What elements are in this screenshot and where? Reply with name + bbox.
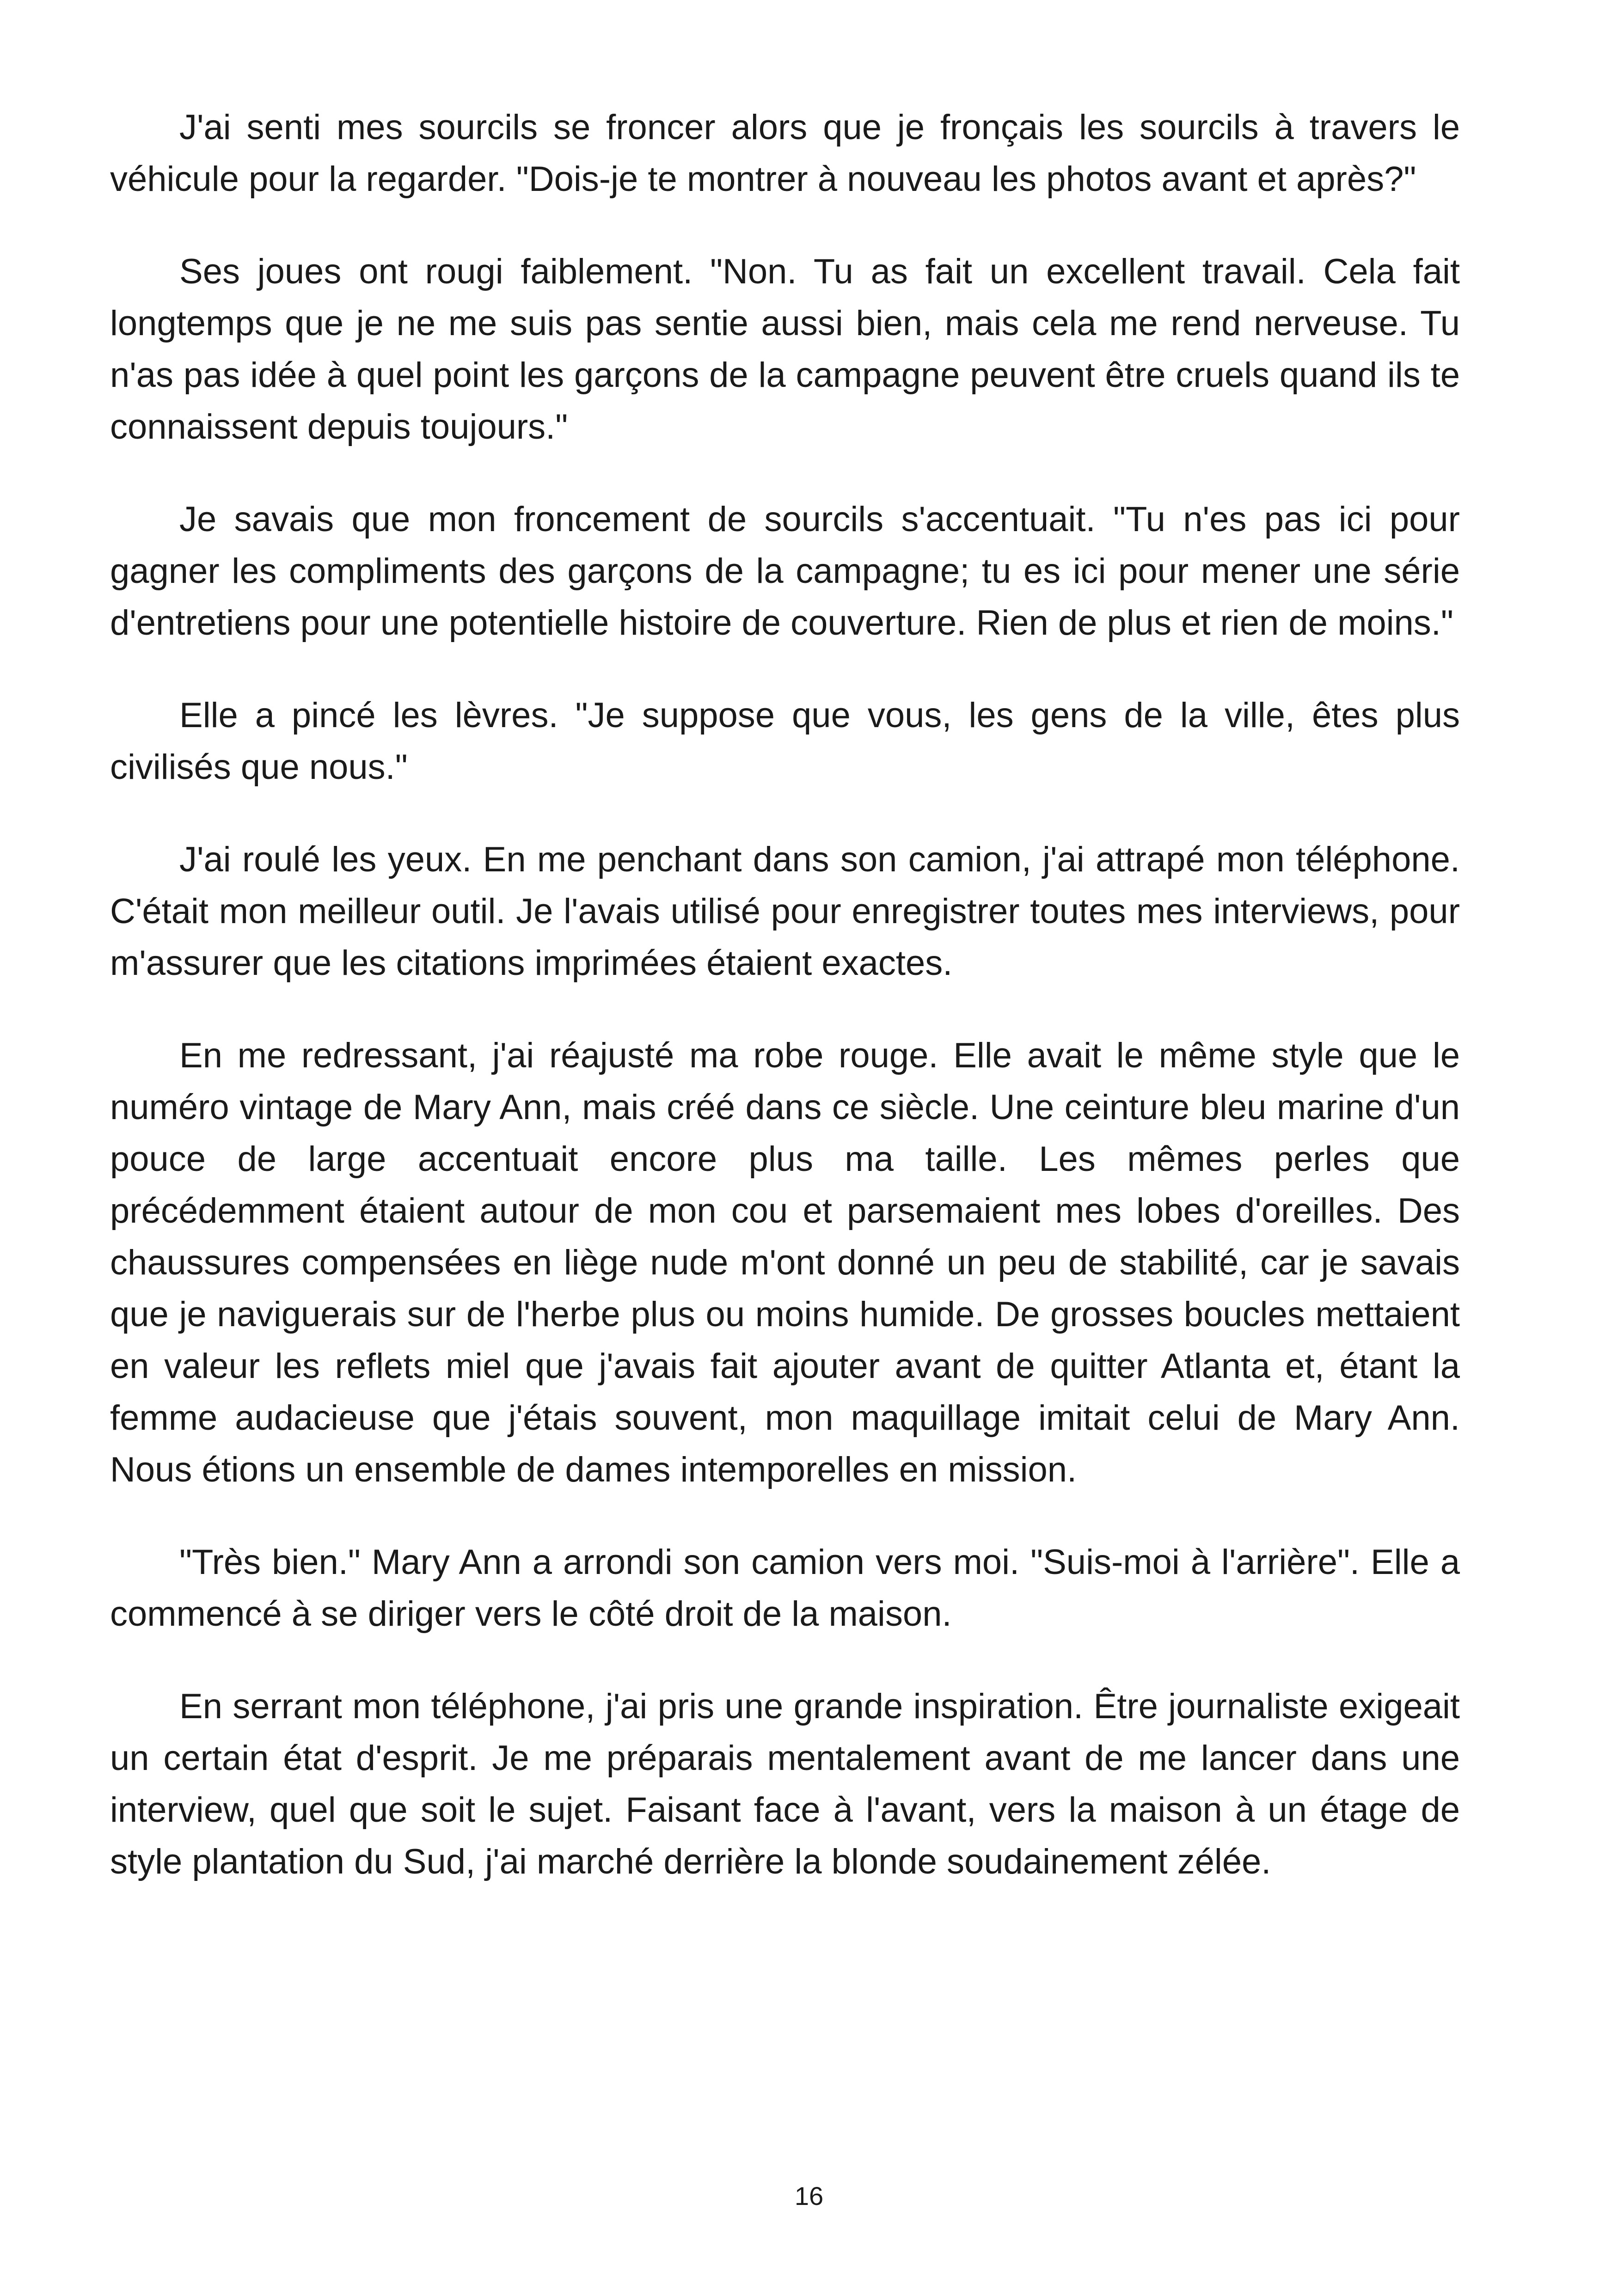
paragraph-4: Elle a pincé les lèvres. "Je suppose que vous, les gens de la ville, êtes plus civilisés que nous." — [110, 696, 1460, 787]
paragraph-2: Ses joues ont rougi faiblement. "Non. Tu as fait un excellent travail. Cela fait longtemps que je ne me suis pas sentie aussi bien, mais cela me rend nerveuse. Tu n'as pas idée à quel point les garçons de la campagne peuvent être cruels quand ils te connaissent depuis toujours." — [110, 252, 1460, 447]
paragraph-8: En serrant mon téléphone, j'ai pris une grande inspiration. Être journaliste exigeait un certain état d'esprit. Je me préparais mentalement avant de me lancer dans une interview, quel que soit le sujet. Faisant face à l'avant, vers la maison à un étage de style plantation du Sud, j'ai marché derrière la blonde soudainement zélée. — [110, 1687, 1460, 1881]
body-text — [110, 102, 1460, 1929]
page-number: 16 — [794, 2181, 824, 2210]
paragraph-3: Je savais que mon froncement de sourcils s'accentuait. "Tu n'es pas ici pour gagner les compliments des garçons de la campagne; tu es ici pour mener une série d'entretiens pour une potentielle histoire de couverture. Rien de plus et rien de moins." — [110, 500, 1460, 643]
paragraph-7: "Très bien." Mary Ann a arrondi son camion vers moi. "Suis-moi à l'arrière". Elle a commencé à se diriger vers le côté droit de la maison. — [110, 1543, 1460, 1634]
paragraph-5: J'ai roulé les yeux. En me penchant dans son camion, j'ai attrapé mon téléphone. C'était mon meilleur outil. Je l'avais utilisé pour enregistrer toutes mes interviews, pour m'assurer que les citations imprimées étaient exactes. — [110, 840, 1460, 983]
paragraph-1: J'ai senti mes sourcils se froncer alors que je fronçais les sourcils à travers le véhicule pour la regarder. "Dois-je te montrer à nouveau les photos avant et après?" — [110, 108, 1460, 199]
paragraph-6: En me redressant, j'ai réajusté ma robe rouge. Elle avait le même style que le numéro vintage de Mary Ann, mais créé dans ce siècle. Une ceinture bleu marine d'un pouce de large accentuait encore plus ma taille. Les mêmes perles que précédemment étaient autour de mon cou et parsemaient mes lobes d'oreilles. Des chaussures compensées en liège nude m'ont donné un peu de stabilité, car je savais que je naviguerais sur de l'herbe plus ou moins humide. De grosses boucles mettaient en valeur les reflets miel que j'avais fait ajouter avant de quitter Atlanta et, étant la femme audacieuse que j'étais souvent, mon maquillage imitait celui de Mary Ann. Nous étions un ensemble de dames intemporelles en mission. — [110, 1036, 1460, 1489]
